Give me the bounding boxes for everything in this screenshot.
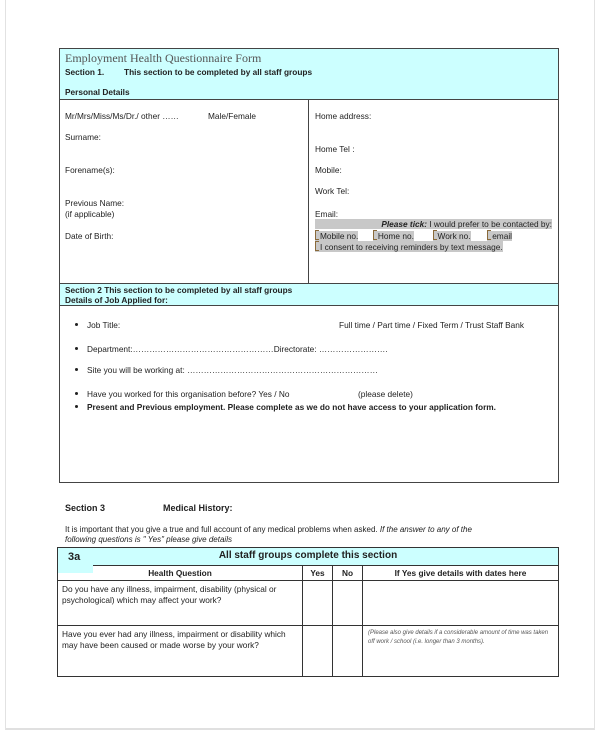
contact-options: [315, 230, 512, 241]
checkbox-icon: [487, 230, 491, 240]
col-health-question: Health Question: [58, 566, 303, 580]
yes-cell[interactable]: [303, 626, 333, 676]
bullet-icon: [75, 405, 78, 408]
please-tick-label: Please tick:: [381, 219, 427, 229]
col-yes: Yes: [303, 566, 333, 580]
gender-field[interactable]: Male/Female: [208, 111, 256, 121]
checkbox-icon: [315, 230, 319, 240]
section-3-number: Section 3: [65, 503, 106, 513]
please-delete-note: (please delete): [358, 389, 413, 399]
work-tel-field[interactable]: Work Tel:: [315, 186, 350, 196]
home-tel-field[interactable]: Home Tel :: [315, 144, 355, 154]
sms-consent[interactable]: I consent to receiving reminders by text message.: [315, 241, 503, 252]
details-cell[interactable]: (Please also give details if a considerable amount of time was taken off work / school (i.e. longer than 3 months).: [368, 630, 549, 645]
section-1-heading: This section to be completed by all staff groups: [124, 67, 313, 77]
dob-field[interactable]: Date of Birth:: [65, 231, 114, 241]
section-2-box: [59, 283, 559, 483]
bullet-icon: [75, 392, 78, 395]
forenames-field[interactable]: Forename(s):: [65, 165, 115, 175]
section-2-header: [60, 284, 558, 306]
checkbox-icon: [373, 230, 377, 240]
col-no: No: [333, 566, 363, 580]
section-3-intro-line2: following questions is " Yes" please give details: [65, 535, 232, 544]
section-3-intro: It is important that you give a true and full account of any medical problems when asked. If the answer to any of the: [65, 525, 472, 534]
col-details: If Yes give details with dates here: [394, 568, 527, 578]
job-details-heading: Details of Job Applied for:: [65, 295, 168, 305]
personal-details-heading: Personal Details: [65, 87, 130, 97]
contact-prompt-text: I would prefer to be contacted by:: [427, 219, 552, 229]
details-cell[interactable]: [363, 581, 558, 625]
section-3a-heading: All staff groups complete this section: [218, 550, 398, 561]
no-cell[interactable]: [333, 626, 363, 676]
title-field[interactable]: Mr/Mrs/Miss/Ms/Dr./ other ……: [65, 111, 179, 121]
previous-name-field[interactable]: Previous Name:: [65, 198, 125, 208]
email-field[interactable]: Email:: [315, 209, 339, 219]
mobile-field[interactable]: Mobile:: [315, 165, 342, 175]
checkbox-icon: [315, 241, 319, 251]
no-cell[interactable]: [333, 581, 363, 625]
yes-cell[interactable]: [303, 581, 333, 625]
bullet-icon: [75, 347, 78, 350]
contact-preference-prompt: [315, 219, 552, 229]
table-row: [58, 626, 558, 676]
employment-note: Present and Previous employment. Please complete as we do not have access to your application form.: [75, 402, 496, 412]
worked-before-question[interactable]: Have you worked for this organisation before? Yes / No: [75, 389, 289, 399]
column-header-row: [58, 566, 558, 581]
medical-history-heading: Medical History:: [163, 503, 233, 513]
section-3a-header: [58, 548, 558, 566]
job-title-field[interactable]: Job Title:: [75, 320, 120, 330]
option-work[interactable]: Work no.: [433, 231, 471, 241]
section-1-box: [59, 48, 559, 284]
department-field[interactable]: Department:……………………………………………Directorate: …………………….: [75, 344, 388, 354]
bullet-icon: [75, 323, 78, 326]
section-3a-table: [57, 547, 559, 677]
table-row: [58, 581, 558, 626]
bullet-icon: [75, 368, 78, 371]
contract-type-options[interactable]: Full time / Part time / Fixed Term / Trust Staff Bank: [339, 320, 525, 330]
question-cell: Do you have any illness, impairment, disability (physical or psychological) which may affect your work?: [58, 581, 303, 625]
checkbox-icon: [433, 230, 437, 240]
surname-field[interactable]: Surname:: [65, 132, 101, 142]
site-field[interactable]: Site you will be working at: ……………………………………………………………: [75, 365, 378, 375]
section-1-number: Section 1.: [65, 67, 105, 77]
section-2-heading: Section 2 This section to be completed by all staff groups: [65, 285, 293, 295]
previous-name-note: (if applicable): [65, 209, 115, 219]
home-address-field[interactable]: Home address:: [315, 111, 372, 121]
section-3a-label: 3a: [58, 548, 93, 573]
option-mobile[interactable]: Mobile no.: [315, 231, 358, 241]
section-1-header: [60, 49, 558, 100]
document-title: Employment Health Questionnaire Form: [65, 51, 262, 65]
section-1-divider: [308, 99, 309, 283]
question-cell: Have you ever had any illness, impairment or disability which may have been caused or made worse by your work?: [58, 626, 303, 676]
option-home[interactable]: Home no.: [373, 231, 414, 241]
option-email[interactable]: email: [487, 231, 512, 241]
